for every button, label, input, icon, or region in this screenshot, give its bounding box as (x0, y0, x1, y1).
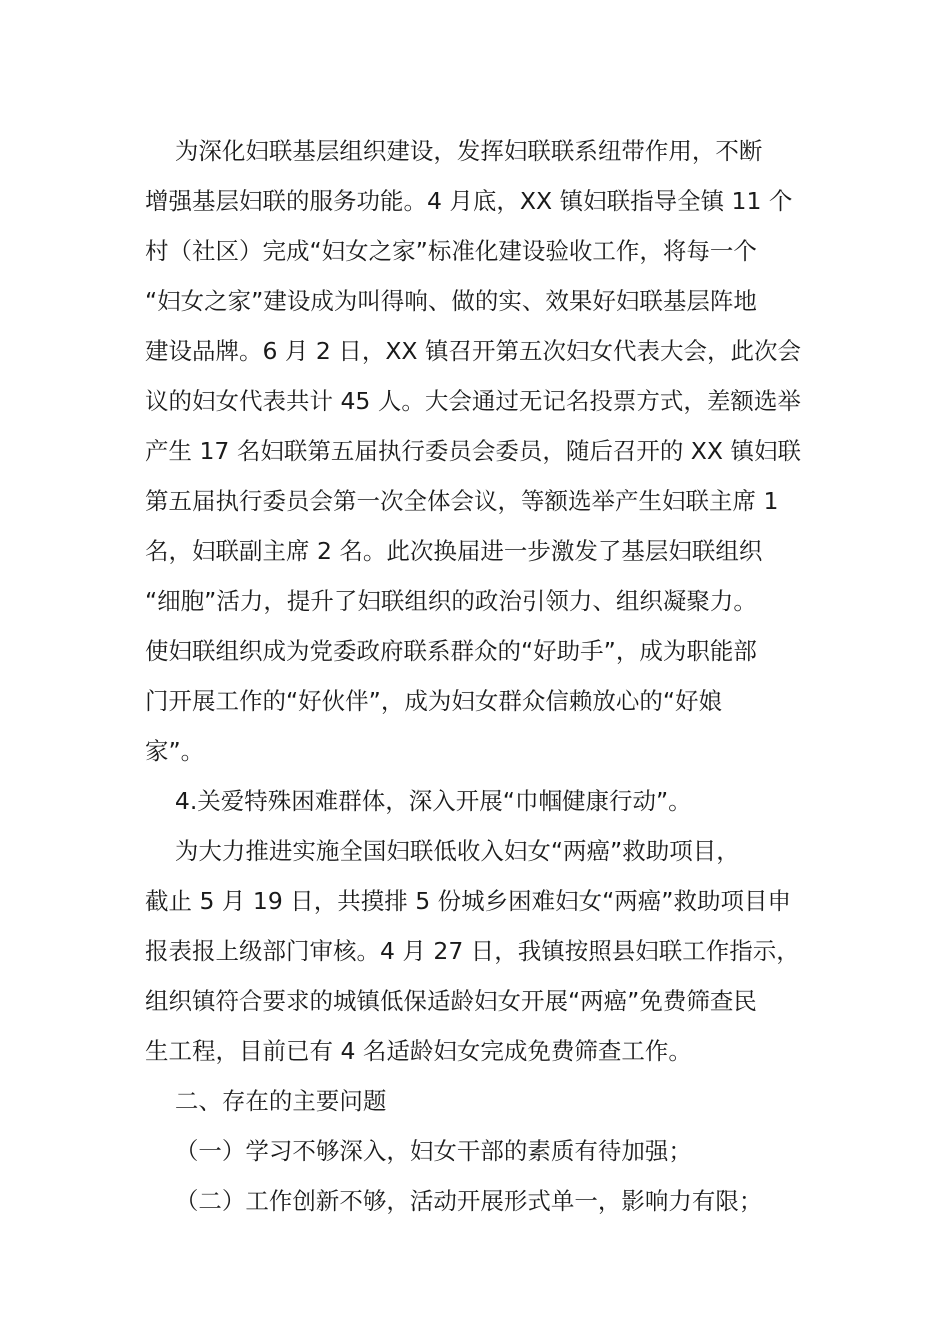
text-line: 为大力推进实施全国妇联低收入妇女“两癌”救助项目， (145, 837, 740, 865)
text-line: 名，妇联副主席 2 名。此次换届进一步激发了基层妇联组织 (145, 537, 763, 565)
list-item: （一）学习不够深入，妇女干部的素质有待加强； (145, 1137, 692, 1165)
text-line: 议的妇女代表共计 45 人。大会通过无记名投票方式，差额选举 (145, 387, 801, 415)
text-line: 第五届执行委员会第一次全体会议，等额选举产生妇联主席 1 (145, 487, 779, 515)
section-heading: 二、存在的主要问题 (145, 1087, 387, 1115)
text-line: 为深化妇联基层组织建设，发挥妇联联系纽带作用，不断 (145, 137, 763, 165)
text-line: “细胞”活力，提升了妇联组织的政治引领力、组织凝聚力。 (145, 587, 757, 615)
text-line: “妇女之家”建设成为叫得响、做的实、效果好妇联基层阵地 (145, 287, 757, 315)
text-line: 建设品牌。6 月 2 日，XX 镇召开第五次妇女代表大会，此次会 (145, 337, 801, 365)
text-line: 截止 5 月 19 日，共摸排 5 份城乡困难妇女“两癌”救助项目申 (145, 887, 791, 915)
text-line: 产生 17 名妇联第五届执行委员会委员，随后召开的 XX 镇妇联 (145, 437, 801, 465)
text-line: 报表报上级部门审核。4 月 27 日，我镇按照县妇联工作指示， (145, 937, 800, 965)
text-line: 村（社区）完成“妇女之家”标准化建设验收工作，将每一个 (145, 237, 757, 265)
list-item: （二）工作创新不够，活动开展形式单一，影响力有限； (145, 1187, 763, 1215)
text-line: 增强基层妇联的服务功能。4 月底，XX 镇妇联指导全镇 11 个 (145, 187, 793, 215)
text-line: 家”。 (145, 737, 205, 765)
text-line: 组织镇符合要求的城镇低保适龄妇女开展“两癌”免费筛查民 (145, 987, 757, 1015)
section-heading: 4.关爱特殊困难群体，深入开展“巾帼健康行动”。 (145, 787, 692, 815)
text-line: 门开展工作的“好伙伴”，成为妇女群众信赖放心的“好娘 (145, 687, 723, 715)
text-line: 生工程，目前已有 4 名适龄妇女完成免费筛查工作。 (145, 1037, 692, 1065)
text-line: 使妇联组织成为党委政府联系群众的“好助手”，成为职能部 (145, 637, 757, 665)
